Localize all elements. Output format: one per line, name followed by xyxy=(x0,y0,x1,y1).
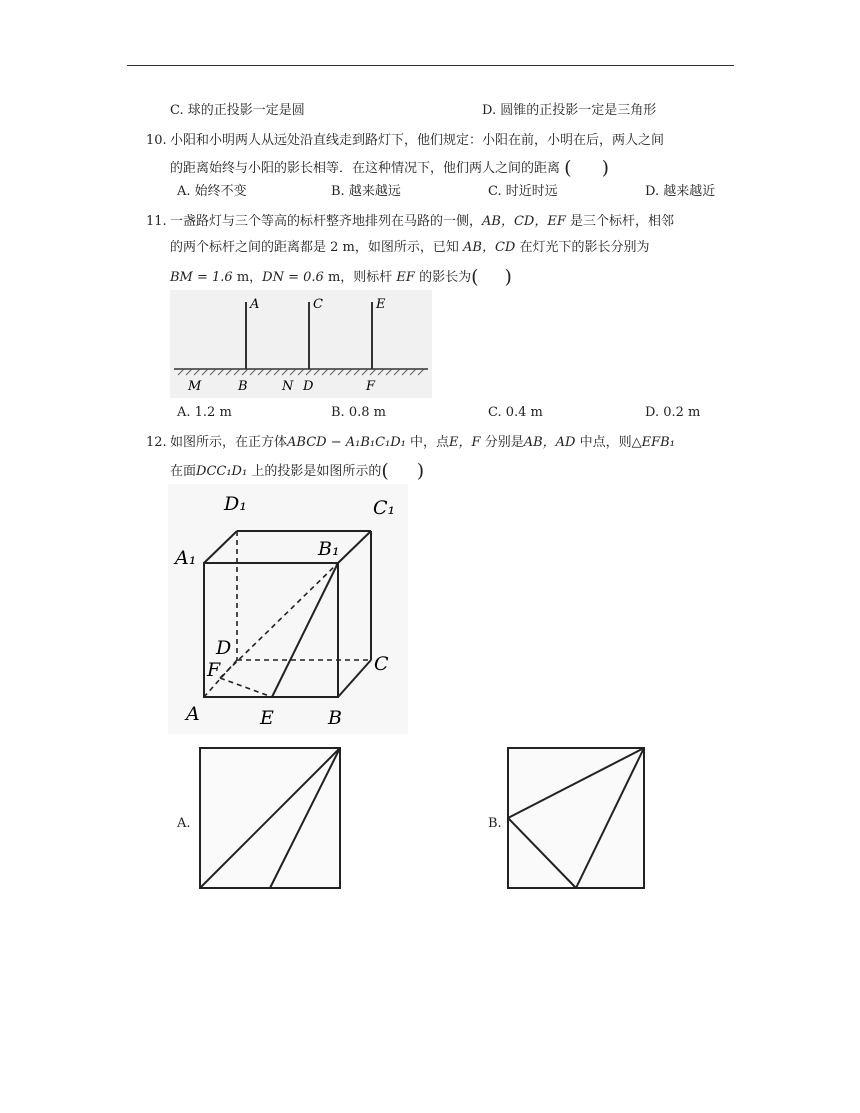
q12-option-a-figure xyxy=(196,744,346,892)
q10-number: 10. xyxy=(146,133,167,148)
q11-pole-figure xyxy=(170,290,432,398)
label-a1: A₁ xyxy=(175,547,197,569)
q11-option-d: D. 0.2 m xyxy=(645,405,701,420)
q11-stem-line1: 一盏路灯与三个等高的标杆整齐地排列在马路的一侧，AB，CD，EF 是三个标杆，相邻 xyxy=(170,214,674,229)
label-c1: C₁ xyxy=(373,497,396,519)
option-b-square xyxy=(508,748,644,888)
q12-option-a-label: A. xyxy=(177,816,191,831)
q10-option-d: D. 越来越近 xyxy=(645,184,716,199)
q11-number: 11. xyxy=(146,214,167,229)
q9-option-c: C. 球的正投影一定是圆 xyxy=(170,103,305,118)
q12-stem-line1: 如图所示，在正方体ABCD − A₁B₁C₁D₁ 中，点E，F 分别是AB，AD 中点，则△EFB₁ xyxy=(170,435,675,450)
q10-option-b: B. 越来越远 xyxy=(331,184,401,199)
q12-cube-figure xyxy=(168,484,408,734)
label-f: F xyxy=(366,379,376,394)
q12-stem-line2: 在面DCC₁D₁ 上的投影是如图所示的( ) xyxy=(170,460,425,482)
q10-option-c: C. 时近时远 xyxy=(488,184,558,199)
header-rule xyxy=(127,65,734,66)
label-f: F xyxy=(207,659,221,681)
label-a: A xyxy=(250,297,260,312)
label-d: D xyxy=(216,637,232,659)
q12-option-b-figure xyxy=(504,744,650,892)
q10-stem-line1: 小阳和小明两人从远处沿直线走到路灯下，他们规定：小阳在前，小明在后，两人之间 xyxy=(170,133,665,148)
q10-option-a: A. 始终不变 xyxy=(177,184,247,199)
q12-number: 12. xyxy=(146,435,167,450)
label-b: B xyxy=(328,707,342,729)
q12-option-b-label: B. xyxy=(488,816,502,831)
label-m: M xyxy=(188,379,202,394)
q11-stem-line2: 的两个标杆之间的距离都是 2 m，如图所示，已知 AB，CD 在灯光下的影长分别为 xyxy=(170,240,650,255)
q11-option-b: B. 0.8 m xyxy=(331,405,386,420)
label-b: B xyxy=(238,379,248,394)
q11-option-c: C. 0.4 m xyxy=(488,405,543,420)
figure-background xyxy=(170,290,432,398)
q10-stem-line2: 的距离始终与小阳的影长相等．在这种情况下，他们两人之间的距离 ( ) xyxy=(170,157,609,179)
q9-option-d: D. 圆锥的正投影一定是三角形 xyxy=(482,103,657,118)
label-a: A xyxy=(186,703,200,725)
label-n: N xyxy=(282,379,294,394)
label-c: C xyxy=(313,297,323,312)
label-d: D xyxy=(303,379,314,394)
label-c: C xyxy=(374,653,389,675)
q11-stem-line3: BM = 1.6 m，DN = 0.6 m，则标杆 EF 的影长为( ) xyxy=(170,266,512,288)
label-d1: D₁ xyxy=(224,493,247,515)
label-b1: B₁ xyxy=(318,538,340,560)
label-e: E xyxy=(260,707,274,729)
label-e: E xyxy=(376,297,386,312)
q11-option-a: A. 1.2 m xyxy=(177,405,232,420)
